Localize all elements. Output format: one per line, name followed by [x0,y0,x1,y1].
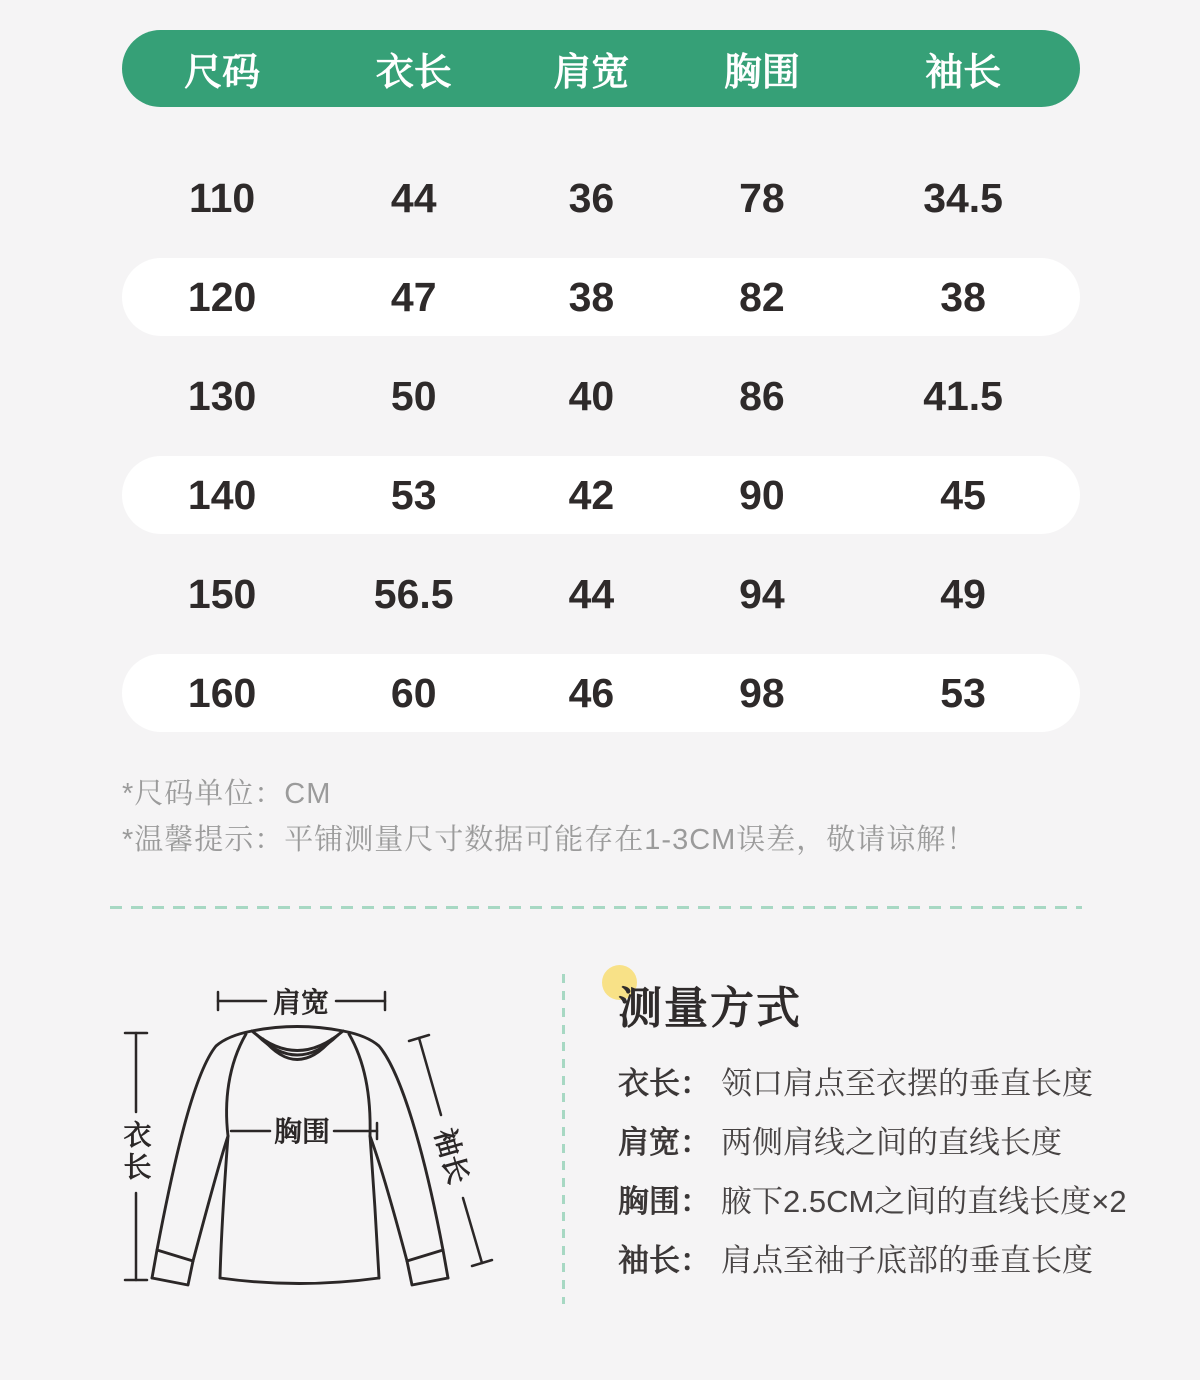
sweater-outline [152,1027,448,1286]
measure-item [618,1178,1138,1218]
length-dim-label: 衣长 [120,1120,152,1184]
table-cell: 150 [187,570,257,617]
shoulder-dim-label: 肩宽 [272,987,330,1018]
measure-item-desc: 腋下2.5CM之间的直线长度×2 [721,1183,1127,1219]
table-cell: 41.5 [923,372,1003,419]
table-cell: 94 [739,570,785,617]
measure-item-desc: 肩点至袖子底部的垂直长度 [721,1242,1093,1278]
table-cell: 36 [568,174,615,221]
table-cell: 40 [568,372,615,419]
measure-item [618,1119,1138,1159]
measure-item [618,1060,1138,1100]
table-row [122,357,1080,435]
table-cell: 90 [739,471,785,518]
measure-item-desc: 两侧肩线之间的直线长度 [721,1124,1062,1160]
size-table-header [122,30,1080,107]
table-cell: 44 [390,174,437,221]
measure-guide-title: 测量方式 [618,984,802,1033]
table-cell: 82 [739,273,785,320]
length-dimension [121,1033,152,1280]
table-cell: 140 [187,471,257,518]
table-cell: 160 [187,669,257,716]
section-divider [110,906,1082,909]
table-cell: 60 [390,669,437,716]
sleeve-dim-label: 袖长 [428,1124,475,1188]
header-cell-sleeve: 袖长 [925,52,1002,94]
table-cell: 50 [390,372,437,419]
header-cell-size: 尺码 [184,52,261,94]
tip-note: *温馨提示：平铺测量尺寸数据可能存在1-3CM误差，敬请谅解！ [122,824,977,856]
table-cell: 38 [940,273,986,320]
measure-guide-items [618,1060,1138,1296]
measure-item-desc: 领口肩点至衣摆的垂直长度 [721,1065,1093,1101]
table-cell: 110 [189,174,256,221]
table-cell: 130 [187,372,257,419]
chest-dim-label: 胸围 [273,1116,331,1147]
table-cell: 56.5 [373,570,454,617]
table-row [122,159,1080,237]
table-cell: 44 [568,570,615,617]
header-cell-shoulder: 肩宽 [553,52,630,94]
table-cell: 49 [940,570,986,617]
table-cell: 45 [940,471,986,518]
table-cell: 120 [187,273,257,320]
chest-dimension [231,1115,377,1147]
table-cell: 46 [568,669,615,716]
measure-item [618,1237,1138,1277]
measure-item-label: 衣长： [618,1065,711,1101]
table-cell: 42 [568,471,615,518]
shoulder-dimension [218,986,385,1018]
measure-item-label: 胸围： [618,1183,711,1219]
measure-item-label: 肩宽： [618,1124,711,1160]
table-cell: 53 [940,669,986,716]
measure-guide-header [618,972,802,1036]
table-cell: 78 [739,174,785,221]
header-cell-length: 衣长 [375,52,452,94]
vertical-divider [562,974,565,1304]
table-cell: 53 [390,471,437,518]
table-cell: 86 [739,372,785,419]
table-row [122,456,1080,534]
table-cell: 98 [739,669,785,716]
table-cell: 34.5 [923,174,1003,221]
measure-item-label: 袖长： [618,1242,711,1278]
unit-note: *尺码单位：CM [122,778,332,810]
table-cell: 38 [568,273,615,320]
table-row [122,654,1080,732]
table-cell: 47 [390,273,437,320]
header-cell-chest: 胸围 [723,52,800,94]
sweater-diagram [100,960,570,1330]
table-row [122,555,1080,633]
table-row [122,258,1080,336]
